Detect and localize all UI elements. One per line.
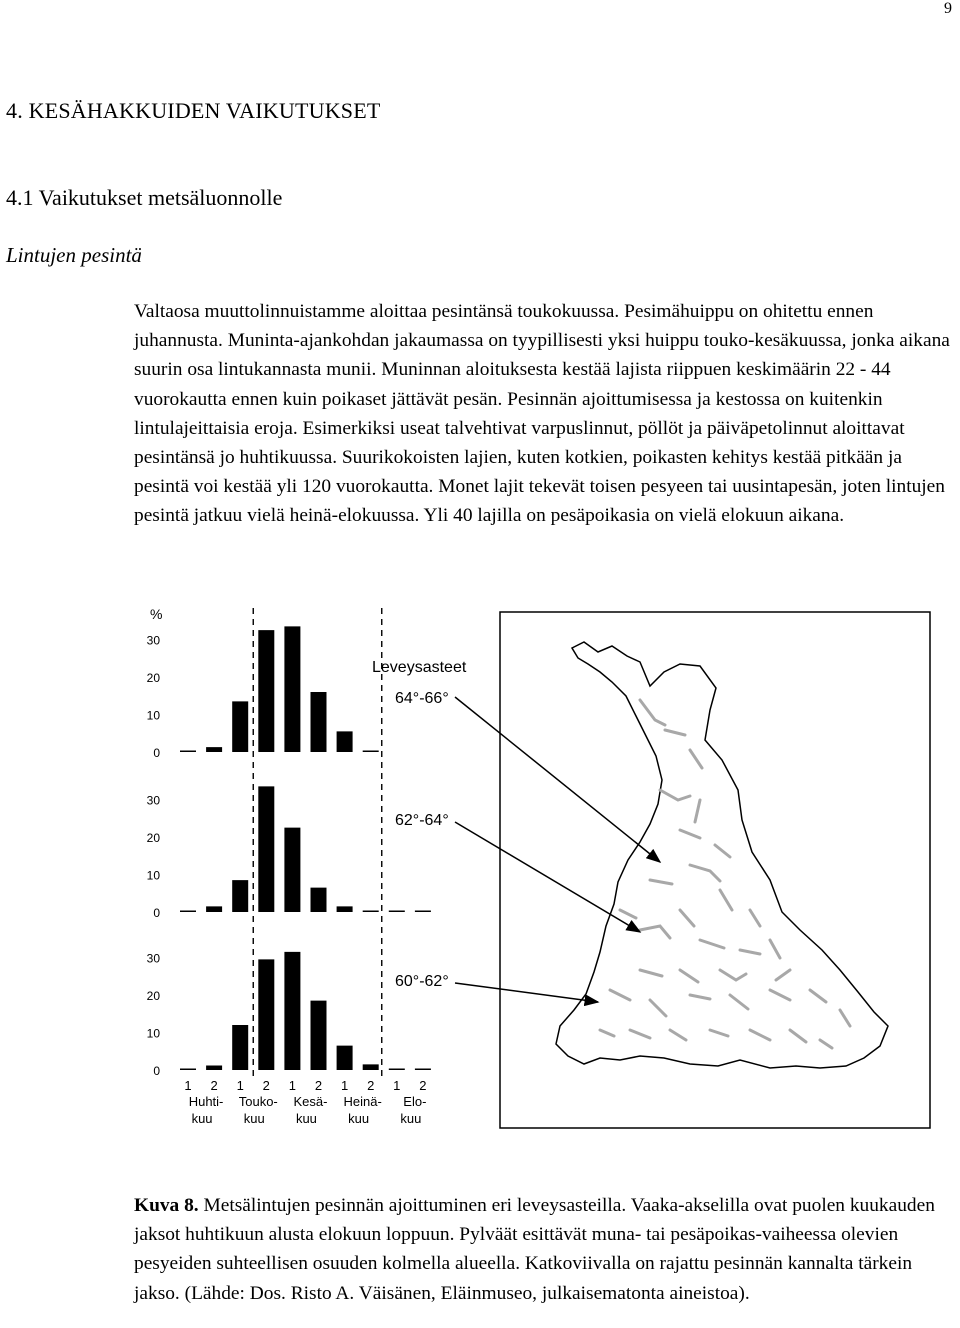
bar xyxy=(311,888,327,912)
y-tick-label: 30 xyxy=(146,793,160,808)
y-tick-label: 0 xyxy=(153,1064,160,1078)
arrow-60-62 xyxy=(455,983,598,1002)
y-tick-label: 20 xyxy=(146,671,160,685)
bar xyxy=(284,828,300,912)
x-tick-label: 2 xyxy=(419,1078,427,1093)
legend-title: Leveysasteet xyxy=(372,659,467,676)
x-tick-label: 1 xyxy=(340,1078,349,1093)
month-label-line1: Touko- xyxy=(238,1094,278,1109)
bar xyxy=(258,630,274,752)
month-label-line2: kuu xyxy=(400,1111,422,1126)
month-label-line1: Kesä- xyxy=(293,1094,328,1109)
month-label-line1: Elo- xyxy=(403,1094,427,1109)
subsection-heading: Lintujen pesintä xyxy=(6,243,142,267)
y-tick-label: 0 xyxy=(153,746,160,760)
bar xyxy=(232,1025,248,1070)
finland-map xyxy=(500,612,930,1128)
bar xyxy=(389,1069,405,1071)
y-tick-label: 20 xyxy=(146,831,160,845)
x-tick-label: 1 xyxy=(393,1078,401,1093)
body-paragraph-block xyxy=(134,297,954,531)
bar xyxy=(258,959,274,1070)
bar xyxy=(206,747,222,752)
y-tick-label: 30 xyxy=(146,633,160,648)
x-tick-label: 2 xyxy=(262,1078,270,1093)
panel-label-62-64: 62°-64° xyxy=(395,812,449,829)
bar xyxy=(337,906,353,912)
y-tick-label: 10 xyxy=(146,868,160,883)
month-label-line2: kuu xyxy=(243,1111,265,1126)
bar-charts xyxy=(147,606,431,1126)
bar xyxy=(180,1069,196,1071)
x-tick-label: 1 xyxy=(236,1078,244,1093)
x-tick-label: 1 xyxy=(184,1078,192,1093)
month-label-line2: kuu xyxy=(348,1111,370,1126)
figure-8 xyxy=(0,590,960,1140)
bar xyxy=(311,692,327,752)
bar xyxy=(206,1066,222,1071)
bar xyxy=(258,786,274,912)
y-tick-label: 30 xyxy=(146,951,160,966)
x-tick-label: 2 xyxy=(314,1078,323,1093)
panel-label-64-66: 64°-66° xyxy=(395,690,449,707)
body-paragraph: Valtaosa muuttolinnuistamme aloittaa pesintänsä toukokuussa. Pesimähuippu on ohitettu ennen juhannusta. Muninta-ajankohdan jakaumassa on tyypillisesti yksi huippu touko-kesäkuussa, jonka aikana suurin osa lintukannasta munii. Muninnan aloituksesta kestää lajista riippuen keskimäärin 22 - 44 vuorokautta ennen kuin poikaset jättävät pesän. Pesinnän ajoittumisessa ja kestossa on kuitenkin lintulajeittaisia eroja. Esimerkiksi useat talvehtivat varpuslinnut, pöllöt ja päiväpetolinnut aloittavat pesintänsä jo huhtikuussa. Suurikokoisten lajien, kuten kotkien, poikasten kehitys kestää pitkään ja pesintä voi kestää yli 120 vuorokautta. Monet lajit tekevät toisen pesyeen tai uusintapesän, joten lintujen pesintä jatkuu vielä heinä-elokuussa. Yli 40 lajilla on pesäpoikasia on vielä elokuun aikana. xyxy=(134,301,950,527)
figure-caption xyxy=(134,1191,944,1308)
arrow-64-66 xyxy=(455,697,660,862)
bar xyxy=(363,751,379,753)
bar xyxy=(284,952,300,1070)
bar xyxy=(363,1064,379,1070)
bar xyxy=(415,911,431,913)
month-label-line2: kuu xyxy=(295,1111,317,1126)
bar xyxy=(284,626,300,752)
x-tick-label: 2 xyxy=(367,1078,375,1093)
arrow-62-64 xyxy=(455,822,640,932)
month-label-line1: Heinä- xyxy=(343,1094,382,1109)
caption-text: Metsälintujen pesinnän ajoittuminen eri leveysasteilla. Vaaka-akselilla ovat puolen kuukauden jaksot huhtikuun alusta elokuun loppuun. Pylväät esittävät muna- tai pesäpoikas-vaiheessa olevien pesyeiden suhteellisen osuuden kolmella alueella. Katkoviivalla on rajattu pesinnän kannalta tärkein jakso. (Lähde: Dos. Risto A. Väisänen, Eläinmuseo, julkaisematonta aineistoa). xyxy=(134,1195,935,1304)
y-unit-label: % xyxy=(150,606,163,622)
bar xyxy=(232,880,248,912)
x-tick-label: 2 xyxy=(210,1078,218,1093)
bar xyxy=(337,731,353,752)
month-label-line1: Huhti- xyxy=(188,1094,224,1109)
y-tick-label: 20 xyxy=(146,989,160,1003)
caption-label: Kuva 8. xyxy=(134,1195,199,1216)
bar xyxy=(180,751,196,753)
panel-label-60-62: 60°-62° xyxy=(395,973,449,990)
bar xyxy=(337,1046,353,1070)
page-number: 9 xyxy=(944,0,952,17)
bar xyxy=(232,701,248,752)
month-label-line2: kuu xyxy=(191,1111,213,1126)
y-tick-label: 0 xyxy=(153,906,160,920)
bar xyxy=(415,1069,431,1071)
y-tick-label: 10 xyxy=(146,1026,160,1041)
bar xyxy=(180,911,196,913)
bar xyxy=(389,911,405,913)
chapter-heading: 4. KESÄHAKKUIDEN VAIKUTUKSET xyxy=(6,98,381,123)
bar xyxy=(206,906,222,912)
bar xyxy=(311,1001,327,1070)
x-tick-label: 1 xyxy=(288,1078,297,1093)
section-heading: 4.1 Vaikutukset metsäluonnolle xyxy=(6,185,283,210)
finland-outline xyxy=(556,642,888,1068)
bar xyxy=(363,911,379,913)
y-tick-label: 10 xyxy=(146,708,160,723)
